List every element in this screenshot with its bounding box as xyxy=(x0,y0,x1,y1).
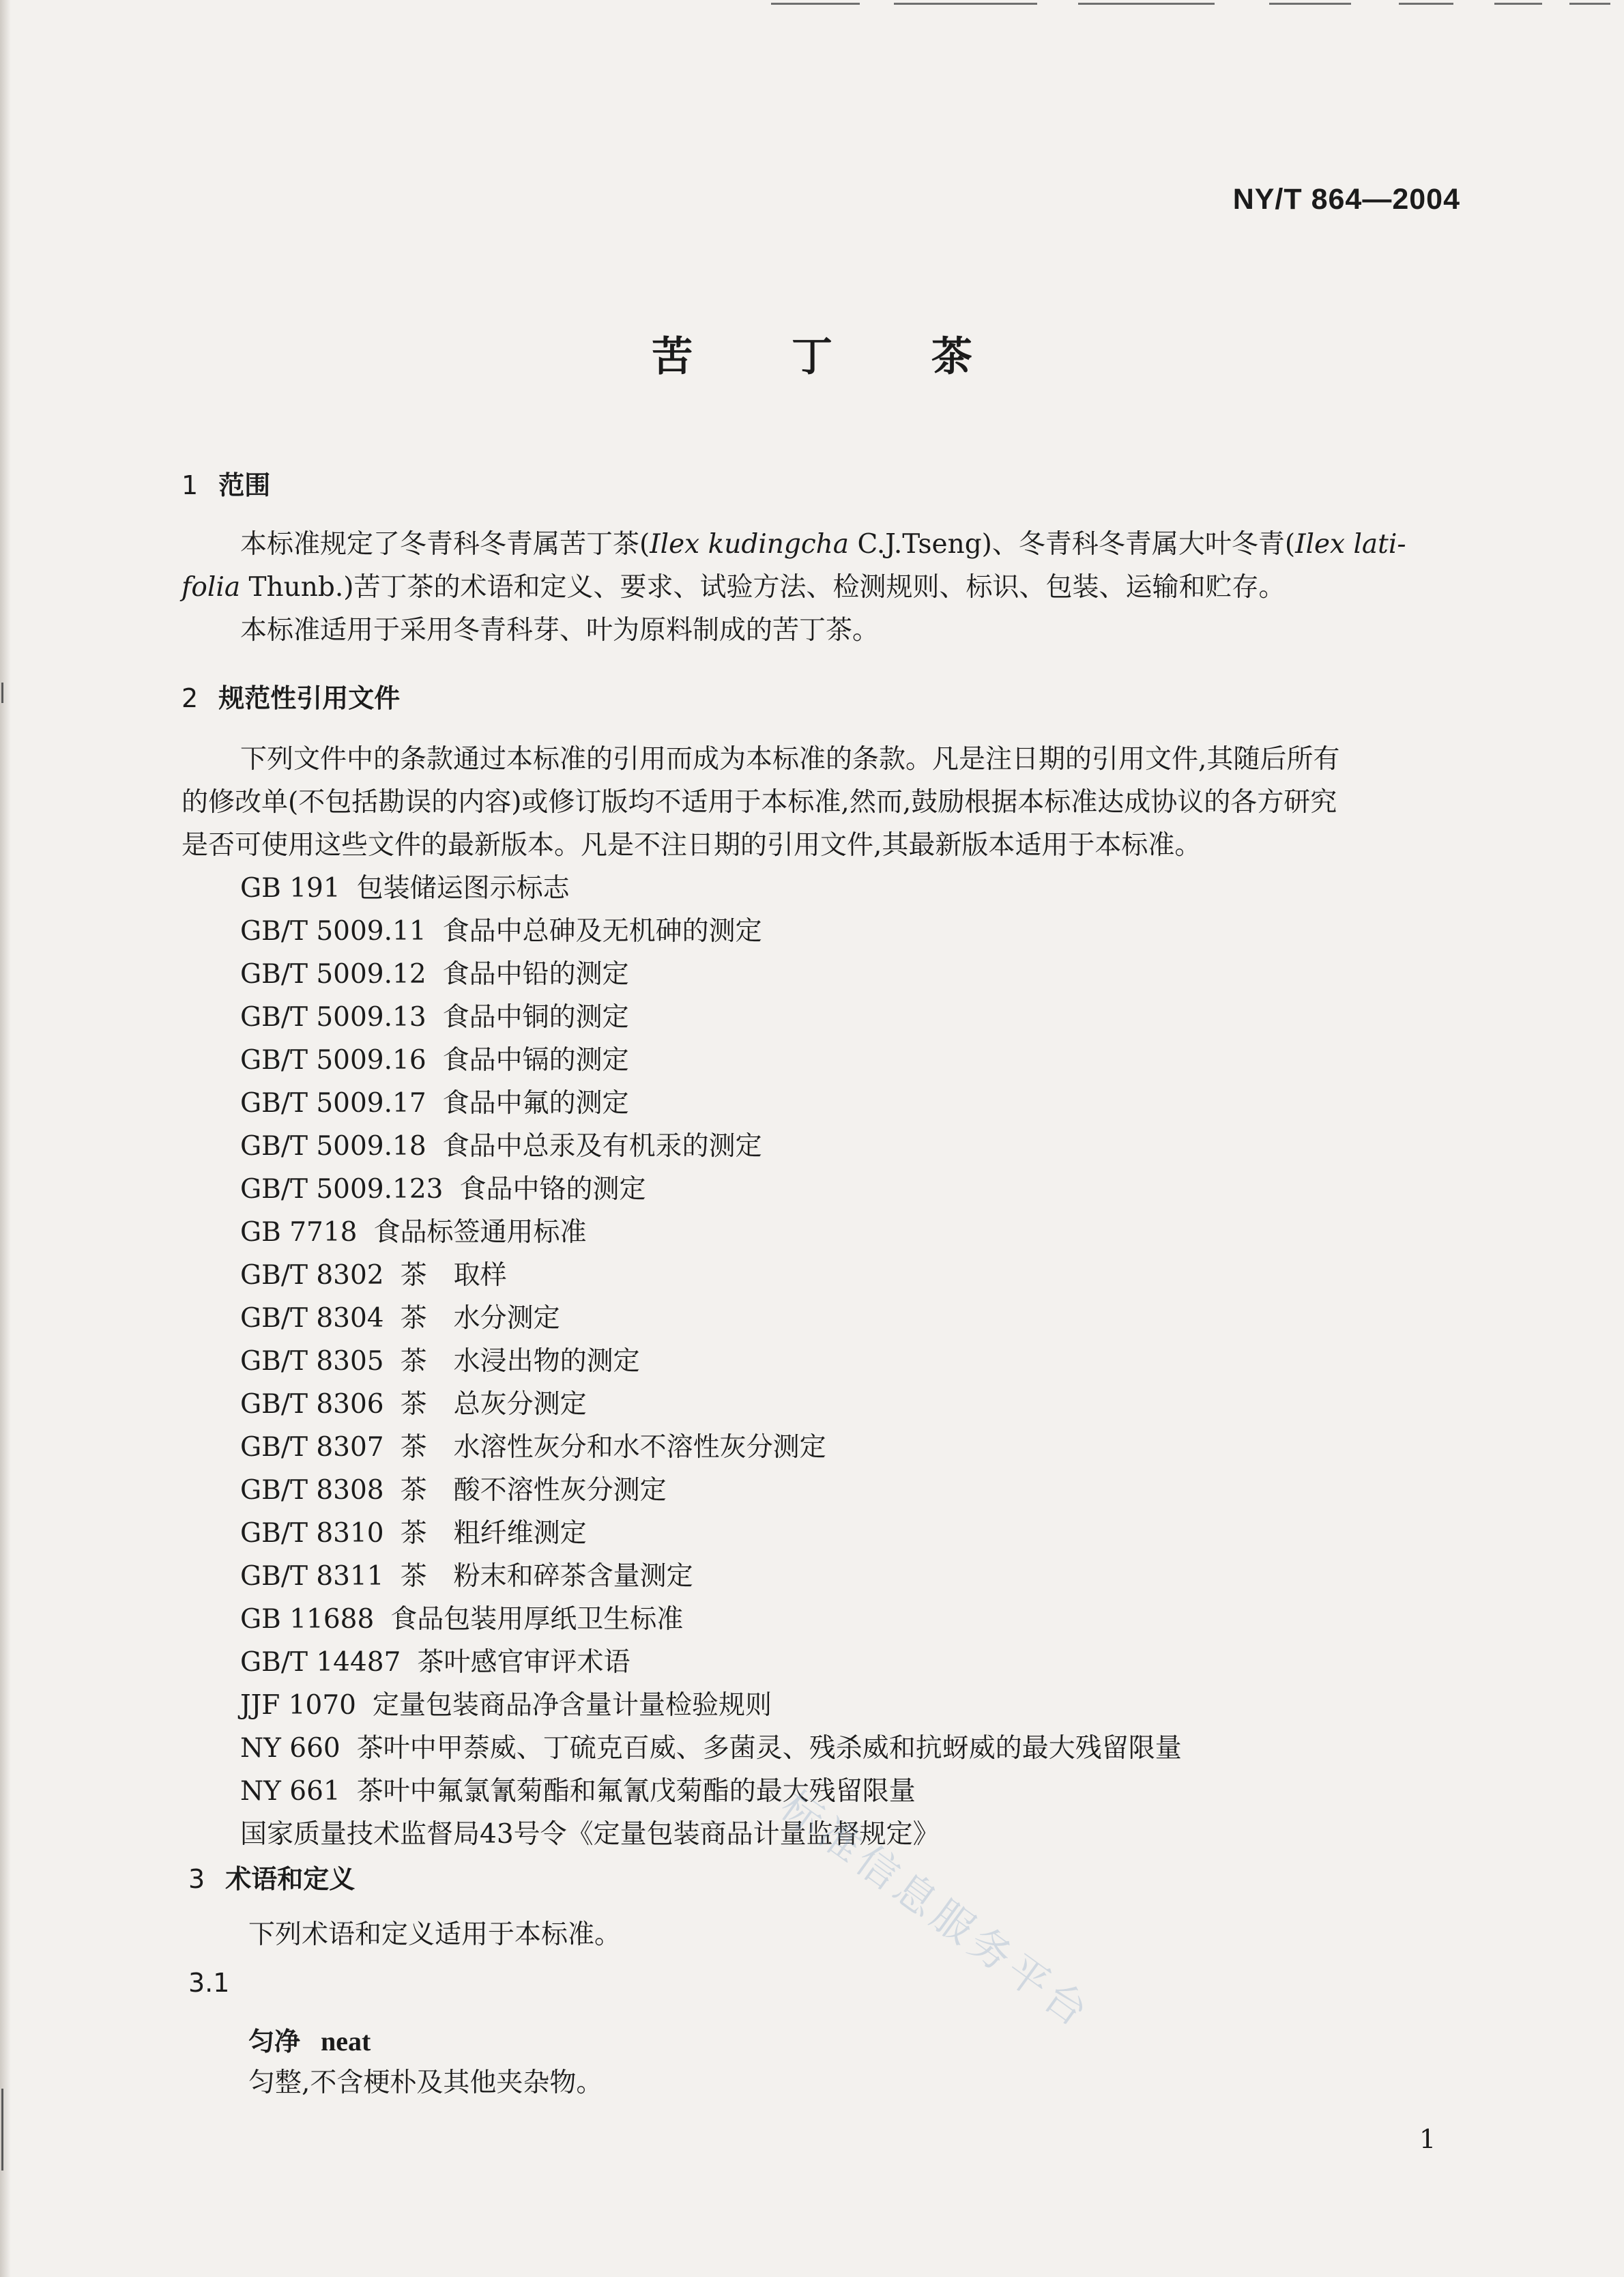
reference-item xyxy=(240,1082,1182,1125)
reference-code: GB/T 5009.17 xyxy=(240,1088,426,1119)
section-heading-terms xyxy=(188,1858,355,1895)
watermark: 标准信息服务平台 xyxy=(772,1781,1101,2039)
reference-item xyxy=(240,1813,1182,1856)
reference-list xyxy=(240,867,1182,1856)
reference-code: GB/T 8310 xyxy=(240,1518,384,1549)
terms-intro: 下列术语和定义适用于本标准。 xyxy=(248,1919,622,1950)
reference-item xyxy=(240,1641,1182,1684)
reference-item xyxy=(240,1598,1182,1641)
reference-title: 食品中镉的测定 xyxy=(442,1045,629,1076)
reference-title: 食品中铅的测定 xyxy=(442,959,629,990)
reference-code: GB/T 8308 xyxy=(240,1475,384,1506)
scope-text: Thunb.)苦丁茶的术语和定义、要求、试验方法、检测规则、标识、包装、运输和贮存。 xyxy=(240,572,1286,603)
section-number: 3 xyxy=(188,1864,205,1894)
section-heading-scope xyxy=(182,464,270,502)
reference-item xyxy=(240,867,1182,910)
reference-item xyxy=(240,1426,1182,1469)
reference-code: NY 660 xyxy=(240,1733,340,1764)
reference-item xyxy=(240,1555,1182,1598)
term-english: neat xyxy=(321,2026,371,2057)
reference-code: GB/T 8306 xyxy=(240,1389,384,1420)
section-title: 规范性引用文件 xyxy=(218,683,401,713)
reference-code: GB 191 xyxy=(240,873,340,904)
scope-paragraph-line2 xyxy=(182,566,1285,609)
reference-title: 食品中铬的测定 xyxy=(459,1174,646,1205)
reference-title: 食品包装用厚纸卫生标准 xyxy=(390,1604,684,1635)
reference-item xyxy=(240,1297,1182,1340)
reference-title: 茶叶中氟氯氰菊酯和氟氰戊菊酯的最大残留限量 xyxy=(356,1776,916,1807)
reference-title: 茶 水溶性灰分和水不溶性灰分测定 xyxy=(400,1432,826,1463)
reference-code: GB/T 14487 xyxy=(240,1647,401,1678)
latin-name: folia xyxy=(182,572,241,603)
reference-item xyxy=(240,1125,1182,1168)
scope-paragraph-line1 xyxy=(240,523,1406,566)
reference-code: GB 7718 xyxy=(240,1217,358,1248)
reference-code: GB/T 8304 xyxy=(240,1303,384,1334)
scope-text: 本标准规定了冬青科冬青属苦丁茶( xyxy=(240,529,650,560)
reference-title: 茶 粗纤维测定 xyxy=(400,1518,587,1549)
term-entry xyxy=(248,2020,371,2058)
reference-code: JJF 1070 xyxy=(240,1690,356,1721)
reference-title: 茶 粉末和碎茶含量测定 xyxy=(400,1561,693,1592)
reference-title: 食品中氟的测定 xyxy=(442,1088,629,1119)
reference-code: NY 661 xyxy=(240,1776,340,1807)
reference-code: GB/T 5009.16 xyxy=(240,1045,426,1076)
page-number: 1 xyxy=(1419,2124,1436,2154)
reference-item xyxy=(240,1168,1182,1211)
reference-item xyxy=(240,1684,1182,1727)
reference-item xyxy=(240,953,1182,996)
reference-code: GB/T 8302 xyxy=(240,1260,384,1291)
normative-intro-line2: 的修改单(不包括勘误的内容)或修订版均不适用于本标准,然而,鼓励根据本标准达成协议的各方研究 xyxy=(182,787,1337,818)
term-chinese: 匀净 xyxy=(248,2026,301,2057)
reference-title: 国家质量技术监督局43号令《定量包装商品计量监督规定》 xyxy=(240,1819,940,1850)
latin-name: Ilex lati- xyxy=(1295,529,1406,560)
reference-title: 茶 酸不溶性灰分测定 xyxy=(400,1475,667,1506)
latin-name: Ilex kudingcha xyxy=(650,529,850,560)
reference-item xyxy=(240,1039,1182,1082)
reference-title: 茶 水浸出物的测定 xyxy=(400,1346,640,1377)
reference-code: GB/T 5009.13 xyxy=(240,1002,426,1033)
section-number: 1 xyxy=(182,470,199,500)
reference-title: 食品中铜的测定 xyxy=(442,1002,629,1033)
reference-title: 茶 水分测定 xyxy=(400,1303,560,1334)
reference-title: 定量包装商品净含量计量检验规则 xyxy=(372,1690,772,1721)
reference-code: GB/T 8307 xyxy=(240,1432,384,1463)
term-definition: 匀整,不含梗朴及其他夹杂物。 xyxy=(248,2067,603,2098)
reference-item xyxy=(240,1340,1182,1383)
section-title: 术语和定义 xyxy=(225,1864,356,1894)
reference-item xyxy=(240,996,1182,1039)
normative-intro-line1: 下列文件中的条款通过本标准的引用而成为本标准的条款。凡是注日期的引用文件,其随后所有 xyxy=(240,744,1340,775)
scope-paragraph-2: 本标准适用于采用冬青科芽、叶为原料制成的苦丁茶。 xyxy=(240,615,880,646)
reference-code: GB/T 5009.18 xyxy=(240,1131,426,1162)
reference-item xyxy=(240,1727,1182,1770)
standard-code: NY/T 864—2004 xyxy=(1232,183,1460,216)
reference-title: 茶叶感官审评术语 xyxy=(417,1647,630,1678)
reference-item xyxy=(240,1770,1182,1813)
reference-title: 食品标签通用标准 xyxy=(373,1217,587,1248)
reference-code: GB/T 8311 xyxy=(240,1561,384,1592)
reference-title: 食品中总砷及无机砷的测定 xyxy=(442,916,762,947)
normative-intro-line3: 是否可使用这些文件的最新版本。凡是不注日期的引用文件,其最新版本适用于本标准。 xyxy=(182,830,1202,861)
reference-title: 茶 取样 xyxy=(400,1260,507,1291)
section-title: 范围 xyxy=(218,470,271,500)
scope-text: C.J.Tseng)、冬青科冬青属大叶冬青( xyxy=(849,529,1296,560)
reference-item xyxy=(240,1254,1182,1297)
scan-artifact-top xyxy=(710,0,1624,8)
section-number: 2 xyxy=(182,683,199,713)
reference-title: 食品中总汞及有机汞的测定 xyxy=(442,1131,762,1162)
reference-title: 茶叶中甲萘威、丁硫克百威、多菌灵、残杀威和抗蚜威的最大残留限量 xyxy=(356,1733,1182,1764)
reference-item xyxy=(240,1512,1182,1555)
reference-title: 包装储运图示标志 xyxy=(356,873,570,904)
reference-item xyxy=(240,910,1182,953)
reference-code: GB/T 5009.11 xyxy=(240,916,426,947)
section-heading-normative xyxy=(182,677,400,715)
reference-item xyxy=(240,1383,1182,1426)
reference-code: GB 11688 xyxy=(240,1604,375,1635)
reference-item xyxy=(240,1469,1182,1512)
reference-code: GB/T 5009.12 xyxy=(240,959,426,990)
reference-item xyxy=(240,1211,1182,1254)
clause-number: 3.1 xyxy=(188,1968,230,1998)
reference-code: GB/T 5009.123 xyxy=(240,1174,444,1205)
document-title: 苦 丁 茶 xyxy=(652,333,1015,381)
reference-code: GB/T 8305 xyxy=(240,1346,384,1377)
reference-title: 茶 总灰分测定 xyxy=(400,1389,587,1420)
